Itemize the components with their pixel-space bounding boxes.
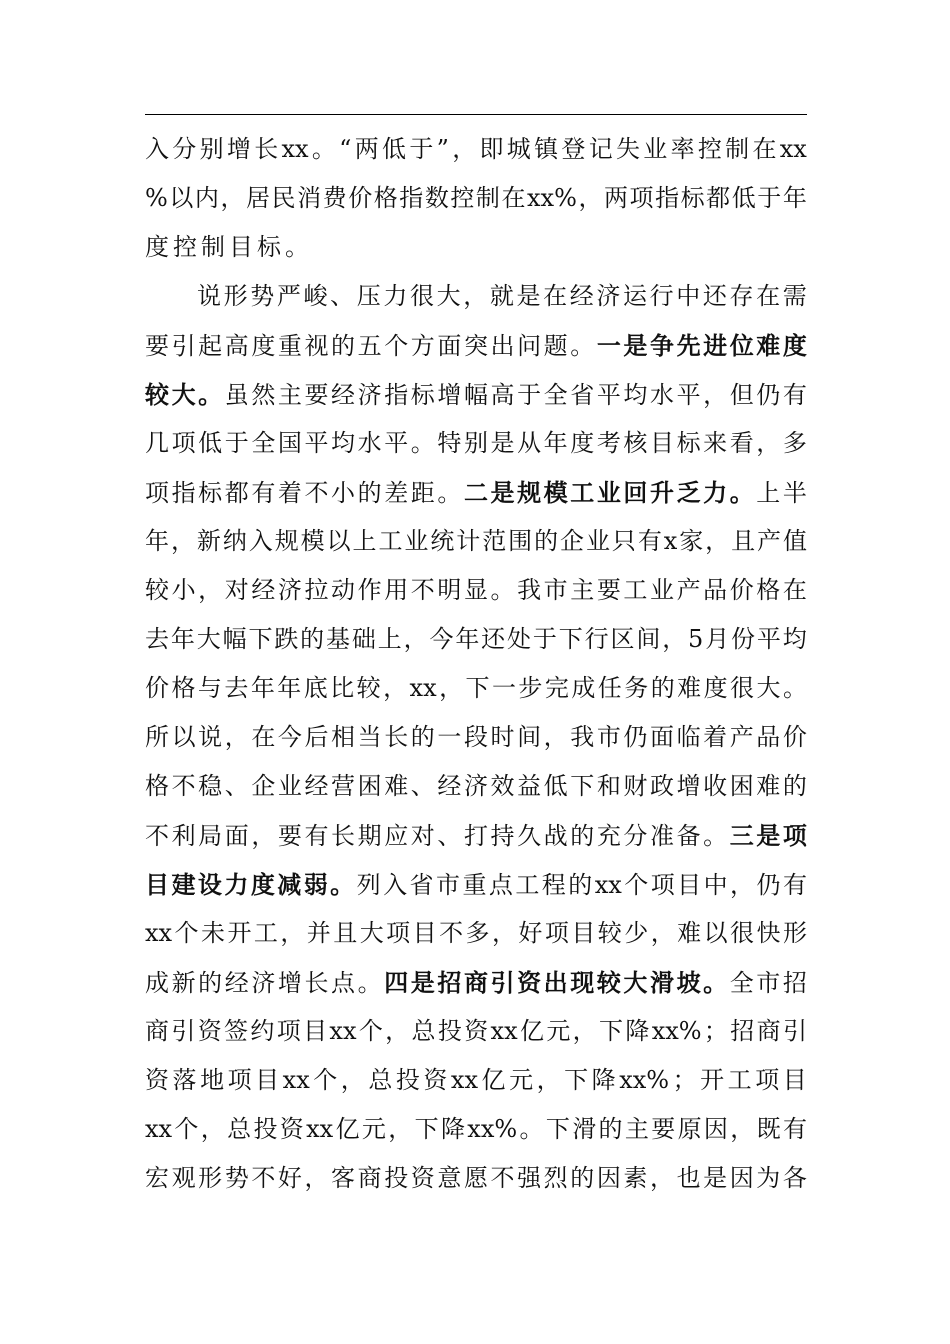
text-line: xx 个 未 开 工 ， 并 且 大 项 目 不 多 ， 好 项 目 较 少 ， 难 以 很 快 形 — [145, 919, 807, 947]
text-line: 目 建 设 力 度 减 弱 。 列 入 省 市 重 点 工 程 的 xx 个 项 目 中 ， 仍 有 — [145, 870, 807, 899]
text-line: 入 分 别 增 长 xx 。 “ 两 低 于 ” ， 即 城 镇 登 记 失 业 率 控 制 在 xx — [145, 135, 807, 163]
text-line: 去 年 大 幅 下 跌 的 基 础 上 ， 今 年 还 处 于 下 行 区 间 ， 5 月 份 平 均 — [145, 625, 807, 653]
text-line: 年 ， 新 纳 入 规 模 以 上 工 业 统 计 范 围 的 企 业 只 有 x 家 ， 且 产 值 — [145, 527, 807, 555]
text-line: 成 新 的 经 济 增 长 点 。 四 是 招 商 引 资 出 现 较 大 滑 坡 。 全 市 招 — [145, 968, 807, 997]
text-line: 度 控 制 目 标 。 — [145, 233, 309, 261]
text-line: 价 格 与 去 年 年 底 比 较 ， xx ， 下 一 步 完 成 任 务 的 难 度 很 大 。 — [145, 674, 807, 702]
header-rule — [145, 114, 807, 115]
text-line: 要 引 起 高 度 重 视 的 五 个 方 面 突 出 问 题 。 一 是 争 先 进 位 难 度 — [145, 331, 807, 360]
text-line: 所 以 说 ， 在 今 后 相 当 长 的 一 段 时 间 ， 我 市 仍 面 临 着 产 品 价 — [145, 723, 807, 751]
text-line: xx 个 ， 总 投 资 xx 亿 元 ， 下 降 xx% 。 下 滑 的 主 要 原 因 ， 既 有 — [145, 1115, 807, 1143]
text-line: % 以 内 ， 居 民 消 费 价 格 指 数 控 制 在 xx% ， 两 项 指 标 都 低 于 年 — [145, 184, 807, 212]
text-line: 资 落 地 项 目 xx 个 ， 总 投 资 xx 亿 元 ， 下 降 xx% ； 开 工 项 目 — [145, 1066, 807, 1094]
text-line: 较 大 。 虽 然 主 要 经 济 指 标 增 幅 高 于 全 省 平 均 水 平 ， 但 仍 有 — [145, 380, 807, 409]
text-line: 说 形 势 严 峻 、 压 力 很 大 ， 就 是 在 经 济 运 行 中 还 存 在 需 — [197, 282, 807, 310]
text-line: 几 项 低 于 全 国 平 均 水 平 。 特 别 是 从 年 度 考 核 目 标 来 看 ， 多 — [145, 429, 807, 457]
document-body — [145, 125, 807, 1203]
text-line: 不 利 局 面 ， 要 有 长 期 应 对 、 打 持 久 战 的 充 分 准 备 。 三 是 项 — [145, 821, 807, 850]
text-line: 宏 观 形 势 不 好 ， 客 商 投 资 意 愿 不 强 烈 的 因 素 ， 也 是 因 为 各 — [145, 1164, 807, 1192]
text-line: 项 指 标 都 有 着 不 小 的 差 距 。 二 是 规 模 工 业 回 升 乏 力 。 上 半 — [145, 478, 807, 507]
text-line: 商 引 资 签 约 项 目 xx 个 ， 总 投 资 xx 亿 元 ， 下 降 xx% ； 招 商 引 — [145, 1017, 807, 1045]
text-line: 较 小 ， 对 经 济 拉 动 作 用 不 明 显 。 我 市 主 要 工 业 产 品 价 格 在 — [145, 576, 807, 604]
text-line: 格 不 稳 、 企 业 经 营 困 难 、 经 济 效 益 低 下 和 财 政 增 收 困 难 的 — [145, 772, 807, 800]
